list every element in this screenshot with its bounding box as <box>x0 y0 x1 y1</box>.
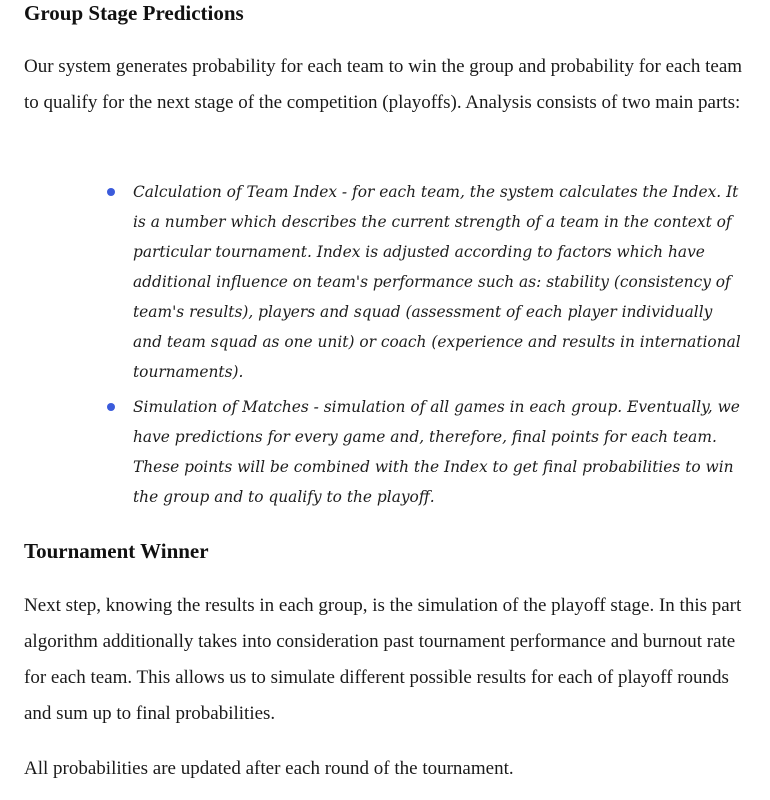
bullet-icon <box>107 403 115 411</box>
group-stage-intro: Our system generates probability for each team to win the group and probability for each team to qualify for the next stage of the competition (playoffs). Analysis consists of two main parts: <box>24 56 743 113</box>
bullet-icon <box>107 188 115 196</box>
analysis-parts-list <box>105 177 745 517</box>
list-item-team-index <box>105 177 745 387</box>
tournament-winner-heading: Tournament Winner <box>24 539 209 563</box>
group-stage-heading: Group Stage Predictions <box>24 1 244 25</box>
list-item-text: Calculation of Team Index - for each team, the system calculates the Index. It is a number which describes the current strength of a team in the context of particular tournament. Index is adjusted according to factors which have additional influence on team's performance such as: stability (consistency of team's results), players and squad (assessment of each player individually and team squad as one unit) or coach (experience and results in international tournaments). <box>133 183 741 381</box>
list-item-text: Simulation of Matches - simulation of all games in each group. Eventually, we have predictions for every game and, therefore, final points for each team. These points will be combined with the Index to get final probabilities to win the group and to qualify to the playoff. <box>133 398 740 506</box>
list-item-simulation <box>105 392 745 512</box>
update-note: All probabilities are updated after each round of the tournament. <box>24 758 514 779</box>
tournament-winner-body: Next step, knowing the results in each group, is the simulation of the playoff stage. In this part algorithm additionally takes into consideration past tournament performance and burnout rate for each team. This allows us to simulate different possible results for each of playoff rounds and sum up to final probabilities. <box>24 595 742 724</box>
